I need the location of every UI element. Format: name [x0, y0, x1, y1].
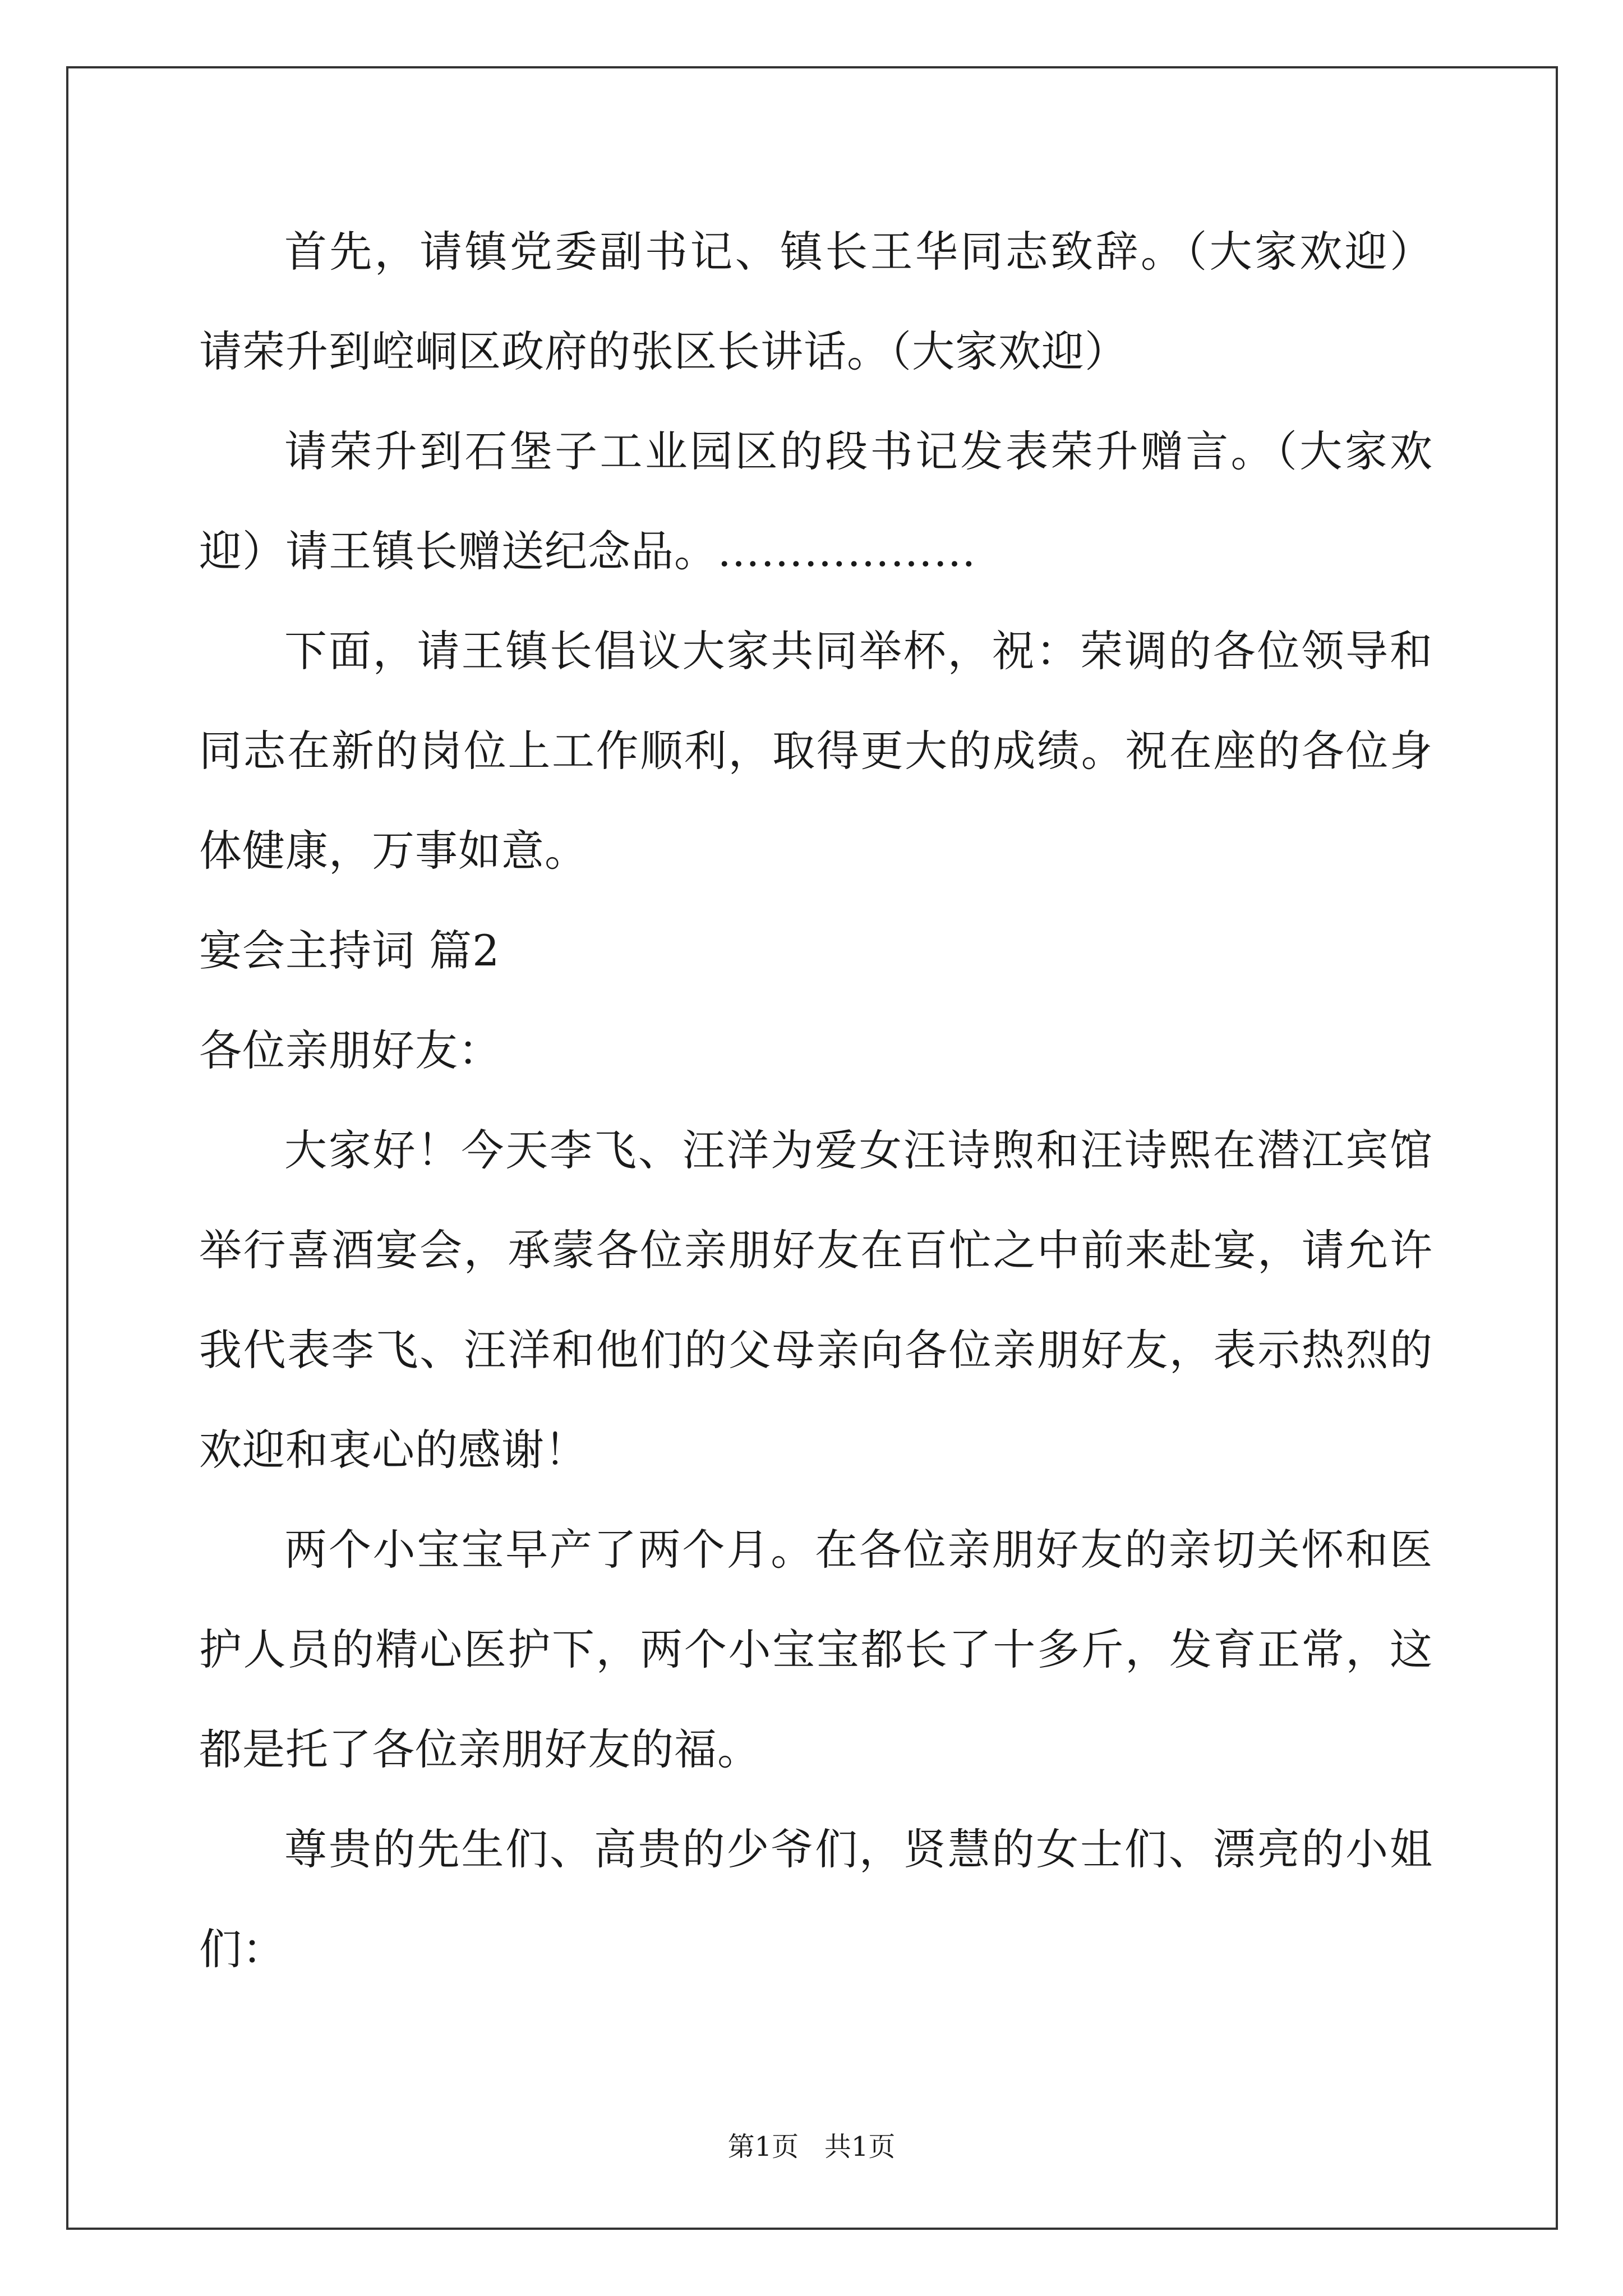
- paragraph-1: 首先，请镇党委副书记、镇长王华同志致辞。（大家欢迎） 请荣升到崆峒区政府的张区长讲话。（大家欢迎）: [199, 227, 1433, 376]
- page-number: 第1页: [727, 2131, 799, 2162]
- document-body: [199, 202, 1433, 1999]
- paragraph-8: 尊贵的先生们、高贵的少爷们，贤慧的女士们、漂亮的小姐们：: [199, 1824, 1433, 1974]
- paragraph-3: 下面，请王镇长倡议大家共同举杯，祝：荣调的各位领导和同志在新的岗位上工作顺利，取得更大的成绩。祝在座的各位身体健康，万事如意。: [199, 626, 1433, 876]
- paragraph-6: 大家好！今天李飞、汪洋为爱女汪诗煦和汪诗熙在潜江宾馆举行喜酒宴会，承蒙各位亲朋好友在百忙之中前来赴宴，请允许我代表李飞、汪洋和他们的父母亲向各位亲朋好友，表示热烈的欢迎和衷心的感谢！: [199, 1125, 1433, 1475]
- page-total: 共1页: [824, 2131, 896, 2162]
- section-heading: 宴会主持词 篇2: [199, 926, 500, 976]
- page-footer: [0, 2125, 1623, 2164]
- paragraph-7: 两个小宝宝早产了两个月。在各位亲朋好友的亲切关怀和医护人员的精心医护下，两个小宝宝都长了十多斤，发育正常，这都是托了各位亲朋好友的福。: [199, 1525, 1433, 1774]
- salutation: 各位亲朋好友：: [199, 1025, 501, 1075]
- paragraph-2: 请荣升到石堡子工业园区的段书记发表荣升赠言。（大家欢迎）请王镇长赠送纪念品。………………: [199, 426, 1433, 576]
